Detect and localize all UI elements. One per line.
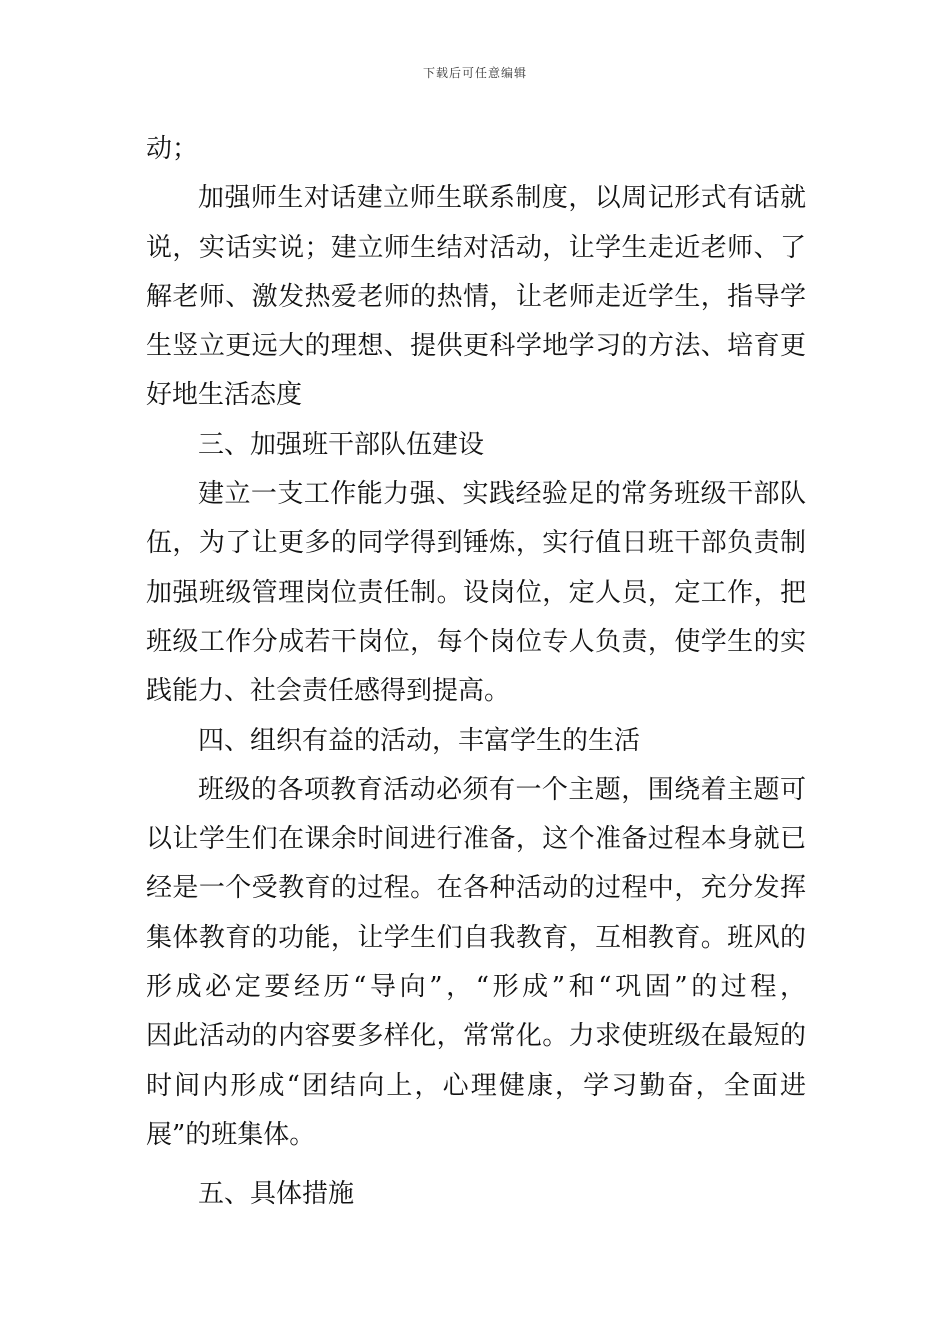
text-line: 展”的班集体。 (146, 1119, 316, 1150)
paragraph-first-line: 加强师生对话建立师生联系制度，以周记形式有话就 (198, 183, 806, 214)
text-line: 集体教育的功能，让学生们自我教育，互相教育。班风的 (146, 922, 806, 953)
text-line: 践能力、社会责任感得到提高。 (146, 676, 511, 707)
text-line: 以让学生们在课余时间进行准备，这个准备过程本身就已 (146, 824, 806, 855)
text-line: 动； (146, 134, 199, 164)
section-heading: 三、加强班干部队伍建设 (198, 429, 485, 460)
section-heading: 四、组织有益的活动，丰富学生的生活 (198, 725, 641, 756)
text-line: 生竖立更远大的理想、提供更科学地学习的方法、培育更 (146, 331, 806, 362)
text-line: 形成必定要经历“导向”，“形成”和“巩固”的过程， (146, 972, 806, 1003)
page-header-note: 下载后可任意编辑 (422, 66, 527, 80)
text-line: 因此活动的内容要多样化，常常化。力求使班级在最短的 (146, 1021, 806, 1052)
text-line: 解老师、激发热爱老师的热情，让老师走近学生，指导学 (146, 281, 806, 312)
paragraph-first-line: 班级的各项教育活动必须有一个主题，围绕着主题可 (198, 774, 806, 805)
text-line: 说，实话实说；建立师生结对活动，让学生走近老师、了 (146, 232, 806, 263)
document-body (146, 125, 806, 1220)
paragraph-first-line: 建立一支工作能力强、实践经验足的常务班级干部队 (198, 479, 806, 510)
text-line: 伍，为了让更多的同学得到锤炼，实行值日班干部负责制 (146, 528, 806, 559)
text-line: 时间内形成“团结向上，心理健康，学习勤奋，全面进 (146, 1070, 806, 1101)
section-heading: 五、具体措施 (198, 1179, 355, 1210)
text-line: 好地生活态度 (146, 380, 303, 411)
text-line: 加强班级管理岗位责任制。设岗位，定人员，定工作，把 (146, 577, 806, 608)
text-line: 经是一个受教育的过程。在各种活动的过程中，充分发挥 (146, 873, 806, 904)
text-line: 班级工作分成若干岗位，每个岗位专人负责，使学生的实 (146, 626, 806, 657)
